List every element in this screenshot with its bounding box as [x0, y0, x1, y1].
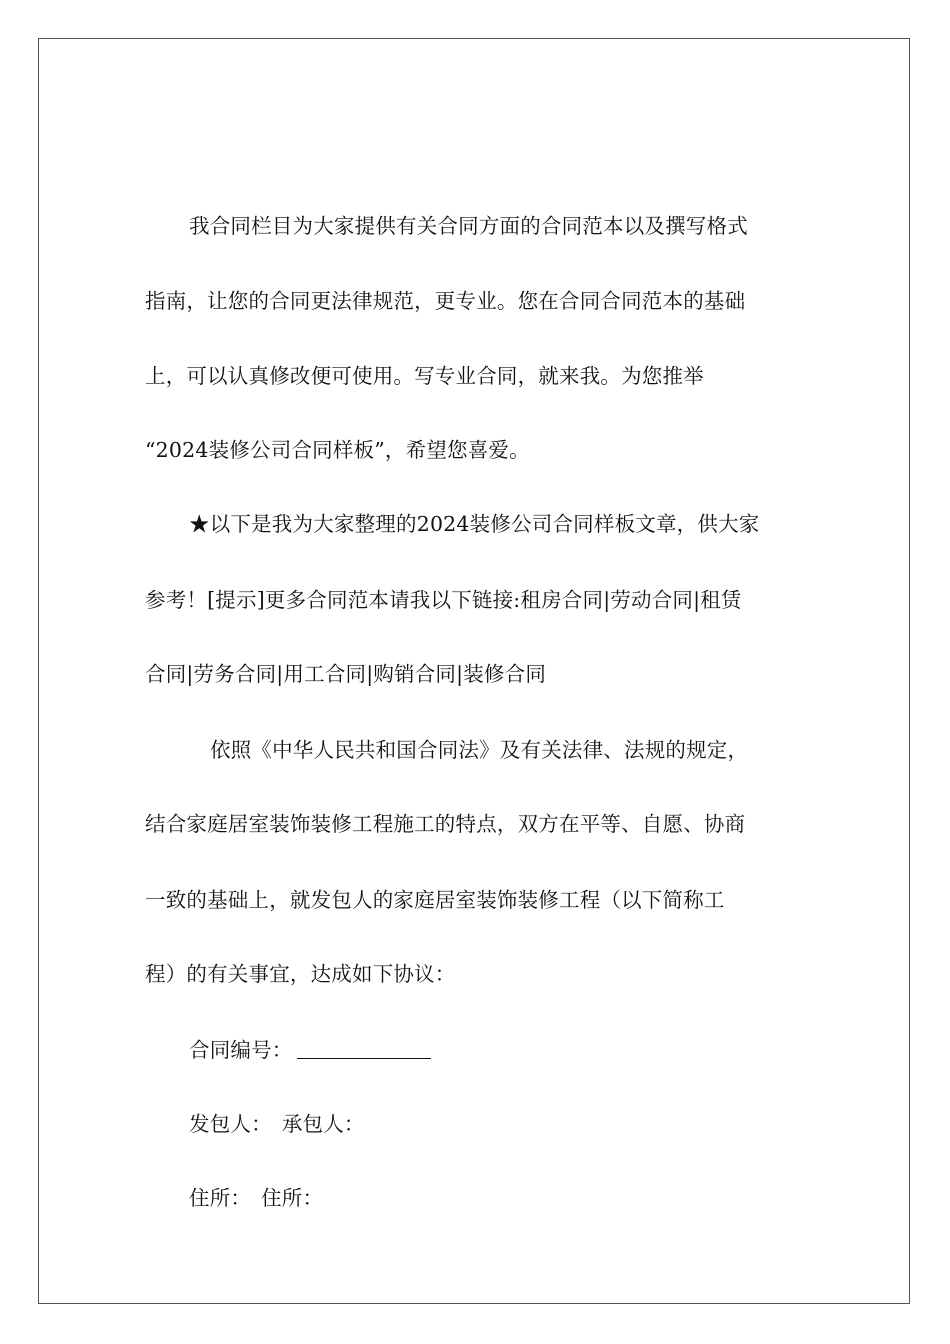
- contractor-label: 承包人：: [281, 1112, 365, 1136]
- paragraph-intro-line-3: 上，可以认真修改便可使用。写专业合同，就来我。为您推举: [145, 364, 704, 388]
- paragraph-intro-line-4: “2024装修公司合同样板”，希望您喜爱。: [145, 438, 530, 462]
- paragraph-intro-line-2: 指南，让您的合同更法律规范，更专业。您在合同合同范本的基础: [145, 289, 746, 313]
- contract-number-label: 合同编号：: [189, 1038, 293, 1062]
- paragraph-intro-line-1: 我合同栏目为大家提供有关合同方面的合同范本以及撰写格式: [189, 214, 748, 238]
- address-row: [189, 1184, 859, 1212]
- employer-label: 发包人：: [189, 1112, 272, 1136]
- paragraph-notice-line-3: 合同|劳务合同|用工合同|购销合同|装修合同: [145, 662, 547, 686]
- employer-address-label: 住所：: [189, 1186, 252, 1210]
- party-row: [189, 1110, 859, 1138]
- paragraph-preamble-line-3: 一致的基础上，就发包人的家庭居室装饰装修工程（以下简称工: [145, 888, 725, 912]
- contract-number-row: [189, 1036, 859, 1064]
- contract-number-blank[interactable]: [297, 1038, 431, 1059]
- paragraph-notice-line-1: ★以下是我为大家整理的2024装修公司合同样板文章，供大家: [189, 512, 760, 536]
- contractor-address-label: 住所：: [261, 1186, 324, 1210]
- paragraph-notice-line-2: 参考！[提示]更多合同范本请我以下链接:租房合同|劳动合同|租赁: [145, 588, 742, 612]
- paragraph-preamble-line-2: 结合家庭居室装饰装修工程施工的特点，双方在平等、自愿、协商: [145, 812, 746, 836]
- paragraph-preamble-line-1: 依照《中华人民共和国合同法》及有关法律、法规的规定，: [210, 738, 749, 762]
- paragraph-preamble-line-4: 程）的有关事宜，达成如下协议：: [145, 962, 456, 986]
